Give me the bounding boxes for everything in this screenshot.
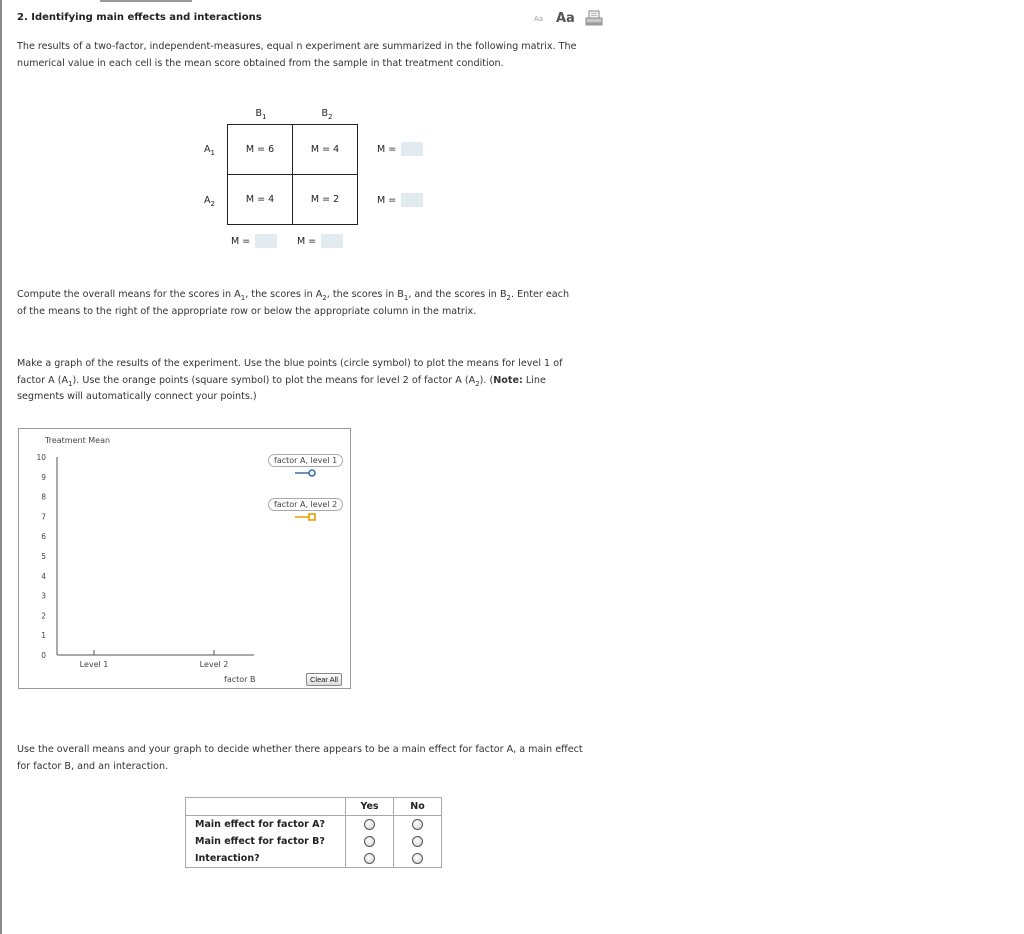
- decrease-text-size-button[interactable]: Aa: [534, 15, 544, 23]
- question-main-effect-b: Main effect for factor B?: [186, 833, 346, 850]
- mean-label: M =: [377, 194, 397, 206]
- no-cell: [394, 850, 442, 868]
- top-tab-indicator: [100, 0, 192, 2]
- left-border: [0, 0, 2, 934]
- compute-line-2: of the means to the right of the appropriate row or below the appropriate column in the matrix.: [17, 305, 477, 317]
- legend-factor-a-level-1[interactable]: factor A, level 1: [268, 454, 343, 467]
- radio-main-effect-a-no[interactable]: [412, 819, 423, 830]
- x-level-label-2: Level 2: [199, 660, 229, 669]
- y-tick-label-8: 8: [41, 492, 46, 502]
- yes-cell: [346, 816, 394, 834]
- yes-cell: [346, 833, 394, 850]
- graph-tool[interactable]: [18, 428, 351, 689]
- column-mean-b2-input[interactable]: [321, 234, 343, 248]
- row-mean-a2-input[interactable]: [401, 193, 423, 207]
- y-tick-label-6: 6: [41, 532, 46, 542]
- y-tick-label-7: 7: [41, 512, 46, 522]
- row-header-a2: $A_2$: [204, 195, 215, 208]
- y-tick-label-4: 4: [41, 571, 46, 581]
- intro-paragraph: [17, 39, 607, 72]
- compute-line-1: Compute the overall means for the scores in $A_1$, the scores in $A_2$, the scores in $B_1$, and the scores in $B_2$. Enter each: [17, 289, 570, 302]
- effects-table: [185, 797, 442, 868]
- y-tick-label-10: 10: [36, 453, 46, 462]
- x-axis-title: factor B: [224, 675, 256, 684]
- legend-factor-a-level-2[interactable]: factor A, level 2: [268, 498, 343, 511]
- cell-a2-b1: M = 4: [227, 174, 293, 225]
- y-tick-label-5: 5: [41, 552, 46, 561]
- y-tick-label-1: 1: [41, 631, 46, 641]
- column-no-header: No: [394, 798, 442, 816]
- column-mean-b1-input[interactable]: [255, 234, 277, 248]
- row-mean-a2: [377, 193, 423, 207]
- graph-line-3: segments will automatically connect your points.): [17, 391, 257, 402]
- radio-main-effect-a-yes[interactable]: [364, 819, 375, 830]
- compute-instructions: [17, 287, 607, 320]
- column-mean-b1: [231, 234, 277, 248]
- row-header-a1: $A_1$: [204, 144, 215, 157]
- question-interaction: Interaction?: [186, 850, 346, 868]
- intro-line-2: numerical value in each cell is the mean score obtained from the sample in that treatment condition.: [17, 57, 504, 69]
- radio-main-effect-b-no[interactable]: [412, 836, 423, 847]
- column-yes-header: Yes: [346, 798, 394, 816]
- row-mean-a1-input[interactable]: [401, 142, 423, 156]
- increase-text-size-button[interactable]: Aa: [556, 11, 575, 26]
- radio-main-effect-b-yes[interactable]: [364, 836, 375, 847]
- decide-line-1: Use the overall means and your graph to decide whether there appears to be a main effect for factor A, a main effect: [17, 744, 583, 755]
- y-tick-label-2: 2: [41, 611, 46, 621]
- radio-interaction-yes[interactable]: [364, 853, 375, 864]
- column-header-b1: $B_1$: [255, 108, 267, 121]
- column-header-b2: $B_2$: [321, 108, 333, 121]
- row-mean-a1: [377, 142, 423, 156]
- blue-circle-point-tool-icon[interactable]: [294, 468, 318, 478]
- mean-label: M =: [297, 235, 317, 247]
- question-main-effect-a: Main effect for factor A?: [186, 816, 346, 834]
- effects-row-interaction: [186, 850, 442, 868]
- question-title: 2. Identifying main effects and interactions: [17, 12, 262, 23]
- x-level-label-1: Level 1: [79, 660, 109, 669]
- mean-label: M =: [377, 143, 397, 155]
- y-tick-label-0: 0: [41, 651, 46, 660]
- effects-header-blank: [186, 798, 346, 816]
- no-cell: [394, 833, 442, 850]
- decide-line-2: for factor B, and an interaction.: [17, 760, 169, 772]
- column-mean-b2: [297, 234, 343, 248]
- effects-row-factor-b: [186, 833, 442, 850]
- intro-line-1: The results of a two-factor, independent-measures, equal n experiment are summarized in the following matrix. The: [17, 41, 577, 52]
- y-axis-title: Treatment Mean: [45, 436, 111, 445]
- graph-instructions: [17, 356, 607, 406]
- y-tick-label-3: 3: [41, 591, 46, 601]
- print-icon[interactable]: [585, 10, 603, 26]
- orange-square-point-tool-icon[interactable]: [294, 512, 318, 522]
- radio-interaction-no[interactable]: [412, 853, 423, 864]
- cell-a1-b2: M = 4: [292, 124, 358, 175]
- graph-line-2: factor A $(A_1)$. Use the orange points (square symbol) to plot the means for level 2 of factor A $(A_2)$. (Note: Line: [17, 374, 546, 388]
- effects-row-factor-a: [186, 816, 442, 834]
- yes-cell: [346, 850, 394, 868]
- mean-label: M =: [231, 235, 251, 247]
- decide-instructions: [17, 742, 607, 775]
- graph-line-1: Make a graph of the results of the experiment. Use the blue points (circle symbol) to plot the means for level 1 of: [17, 358, 563, 369]
- cell-a2-b2: M = 2: [292, 174, 358, 225]
- no-cell: [394, 816, 442, 834]
- y-tick-label-9: 9: [41, 472, 46, 482]
- cell-a1-b1: M = 6: [227, 124, 293, 175]
- effects-header-row: [186, 798, 442, 816]
- clear-all-button[interactable]: Clear All: [306, 673, 342, 686]
